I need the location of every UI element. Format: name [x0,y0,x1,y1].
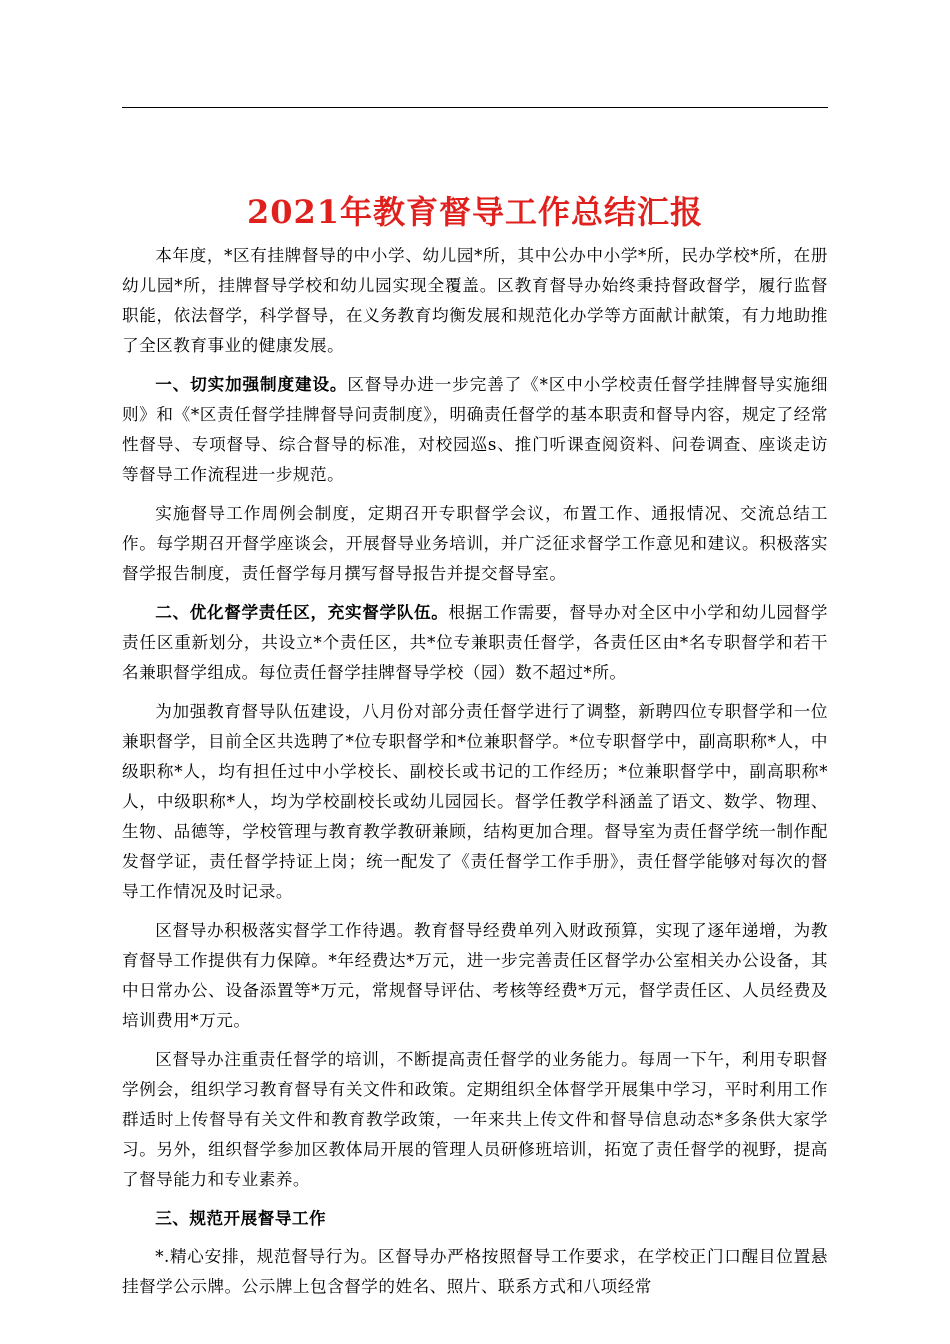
section-heading-2: 二、优化督学责任区，充实督学队伍。 [155,602,449,622]
paragraph-text: 区督导办进一步完善了《*区中小学校责任督学挂牌督导实施细则》和《*区责任督学挂牌督导问责制度》，明确责任督学的基本职责和督导内容，规定了经常性督导、专项督导、综合督导的标准，对校园巡s、推门听课查阅资料、问卷调查、座谈走访等督导工作流程进一步规范。 [122,375,829,484]
paragraph-text: 区督导办注重责任督学的培训，不断提高责任督学的业务能力。每周一下午，利用专职督学例会，组织学习教育督导有关文件和政策。定期组织全体督学开展集中学习，平时利用工作群适时上传督导有关文件和教育教学政策，一年来共上传文件和督导信息动态*多条供大家学习。另外，组织督学参加区教体局开展的管理人员研修班培训，拓宽了责任督学的视野，提高了督导能力和专业素养。 [122,1050,828,1189]
paragraph-team-building [122,696,828,907]
section-heading-1: 一、切实加强制度建设。 [155,374,348,394]
paragraph-text: *.精心安排，规范督导行为。区督导办严格按照督导工作要求，在学校正门口醒目位置悬挂督学公示牌。公示牌上包含督学的姓名、照片、联系方式和八项经常 [122,1247,828,1296]
document-body [122,240,828,1310]
header-rule [122,107,828,108]
paragraph-weekly-meeting [122,498,828,589]
paragraph-text: 为加强教育督导队伍建设，八月份对部分责任督学进行了调整，新聘四位专职督学和一位兼职督学，目前全区共选聘了*位专职督学和*位兼职督学。*位专职督学中，副高职称*人，中级职称*人，均有担任过中小学校长、副校长或书记的工作经历；*位兼职督学中，副高职称*人，中级职称*人，均为学校副校长或幼儿园园长。督学任教学科涵盖了语文、数学、物理、生物、品德等，学校管理与教育教学教研兼顾，结构更加合理。督导室为责任督学统一制作配发督学证，责任督学持证上岗；统一配发了《责任督学工作手册》，责任督学能够对每次的督导工作情况及时记录。 [122,702,828,901]
section-heading-3: 三、规范开展督导工作 [155,1208,327,1228]
paragraph-text: 本年度，*区有挂牌督导的中小学、幼儿园*所，其中公办中小学*所，民办学校*所，在册幼儿园*所，挂牌督导学校和幼儿园实现全覆盖。区教育督导办始终秉持督政督学，履行监督职能，依法督学，科学督导，在义务教育均衡发展和规范化办学等方面献计献策，有力地助推了全区教育事业的健康发展。 [122,246,828,355]
paragraph-section-2 [122,597,828,688]
paragraph-text: 区督导办积极落实督学工作待遇。教育督导经费单列入财政预算，实现了逐年递增，为教育督导工作提供有力保障。*年经费达*万元，进一步完善责任区督学办公室相关办公设备，其中日常办公、设备添置等*万元，常规督导评估、考核等经费*万元，督学责任区、人员经费及培训费用*万元。 [122,921,828,1030]
paragraph-text: 实施督导工作周例会制度，定期召开专职督学会议，布置工作、通报情况、交流总结工作。每学期召开督学座谈会，开展督导业务培训，并广泛征求督学工作意见和建议。积极落实督学报告制度，责任督学每月撰写督导报告并提交督导室。 [122,504,828,583]
paragraph-funding [122,915,828,1036]
document-title: 2021年教育督导工作总结汇报 [246,193,704,231]
paragraph-training [122,1044,828,1195]
paragraph-intro [122,240,828,361]
paragraph-standardize [122,1241,828,1302]
paragraph-text: 根据工作需要，督导办对全区中小学和幼儿园督学责任区重新划分，共设立*个责任区，共*位专兼职责任督学，各责任区由*名专职督学和若干名兼职督学组成。每位责任督学挂牌督导学校（园）数不超过*所。 [122,603,829,682]
paragraph-section-3 [122,1203,828,1233]
paragraph-section-1 [122,369,828,490]
